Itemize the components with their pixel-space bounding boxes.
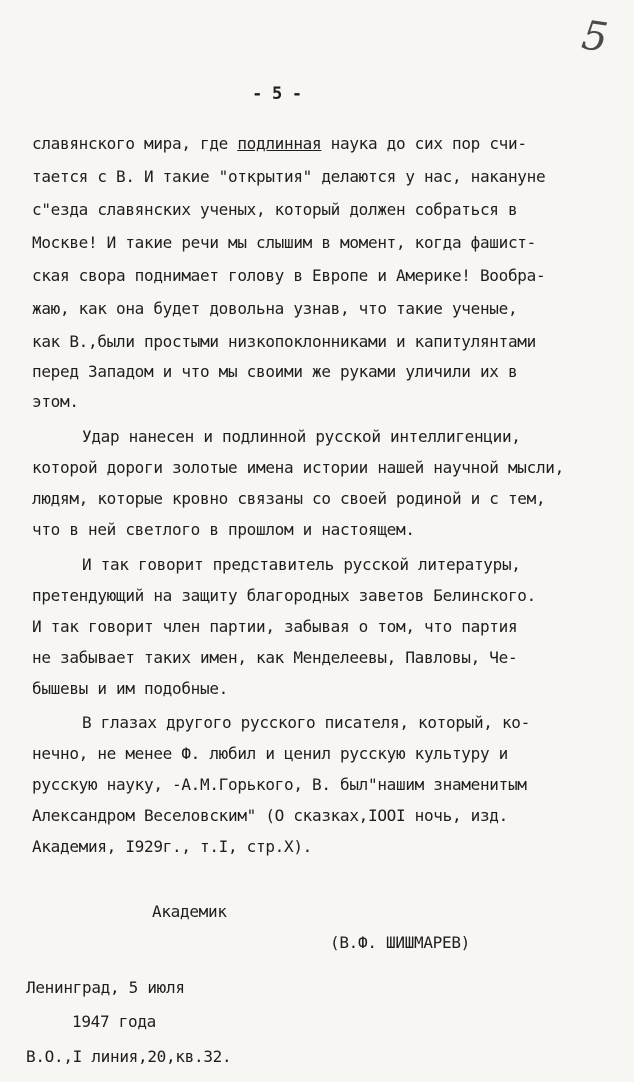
signature-name: (В.Ф. ШИШМАРЕВ) <box>330 933 470 952</box>
page-number: - 5 - <box>252 84 302 104</box>
body-line: нечно, не менее Ф. любил и ценил русскую культуру и <box>32 744 508 763</box>
body-line: русскую науку, -А.М.Горького, В. был"нашим знаменитым <box>32 775 527 794</box>
body-line: перед Западом и что мы своими же руками уличили их в <box>32 362 518 381</box>
body-line: этом. <box>32 392 79 411</box>
text-segment: наука до сих пор счи- <box>321 134 527 153</box>
body-line: тается с В. И такие "открытия" делаются у нас, накануне <box>32 167 546 186</box>
body-line <box>32 134 527 154</box>
body-line: Москве! И такие речи мы слышим в момент, когда фашист- <box>32 233 536 252</box>
body-line: ская свора поднимает голову в Европе и Америке! Вообра- <box>32 266 546 285</box>
body-line: которой дороги золотые имена истории нашей научной мысли, <box>32 458 564 477</box>
signature-title: Академик <box>152 902 227 921</box>
body-line: Александром Веселовским" (О сказках,IOOI ночь, изд. <box>32 806 508 825</box>
footer-year: 1947 года <box>72 1012 156 1031</box>
paragraph-start-line: Удар нанесен и подлинной русской интеллигенции, <box>82 427 521 446</box>
body-line: жаю, как она будет довольна узнав, что такие ученые, <box>32 299 518 318</box>
handwritten-page-mark: 5 <box>578 12 611 62</box>
body-line: Академия, I929г., т.I, стр.X). <box>32 837 312 856</box>
body-line: людям, которые кровно связаны со своей родиной и с тем, <box>32 489 546 508</box>
underlined-word: подлинная <box>237 134 322 153</box>
body-line: претендующий на защиту благородных заветов Белинского. <box>32 586 536 605</box>
body-line: с"езда славянских ученых, который должен собраться в <box>32 200 518 219</box>
body-line: как В.,были простыми низкопоклонниками и капитулянтами <box>32 332 536 351</box>
body-line: что в ней светлого в прошлом и настоящем. <box>32 520 415 539</box>
body-line: бышевы и им подобные. <box>32 679 228 698</box>
text-segment: славянского мира, где <box>32 134 238 153</box>
body-line: не забывает таких имен, как Менделеевы, Павловы, Че- <box>32 648 518 667</box>
footer-address: В.О.,I линия,20,кв.32. <box>26 1047 232 1066</box>
paragraph-start-line: И так говорит представитель русской литературы, <box>82 555 521 574</box>
paragraph-start-line: В глазах другого русского писателя, который, ко- <box>82 713 530 732</box>
footer-city-date: Ленинград, 5 июля <box>26 978 185 997</box>
body-line: И так говорит член партии, забывая о том, что партия <box>32 617 518 636</box>
